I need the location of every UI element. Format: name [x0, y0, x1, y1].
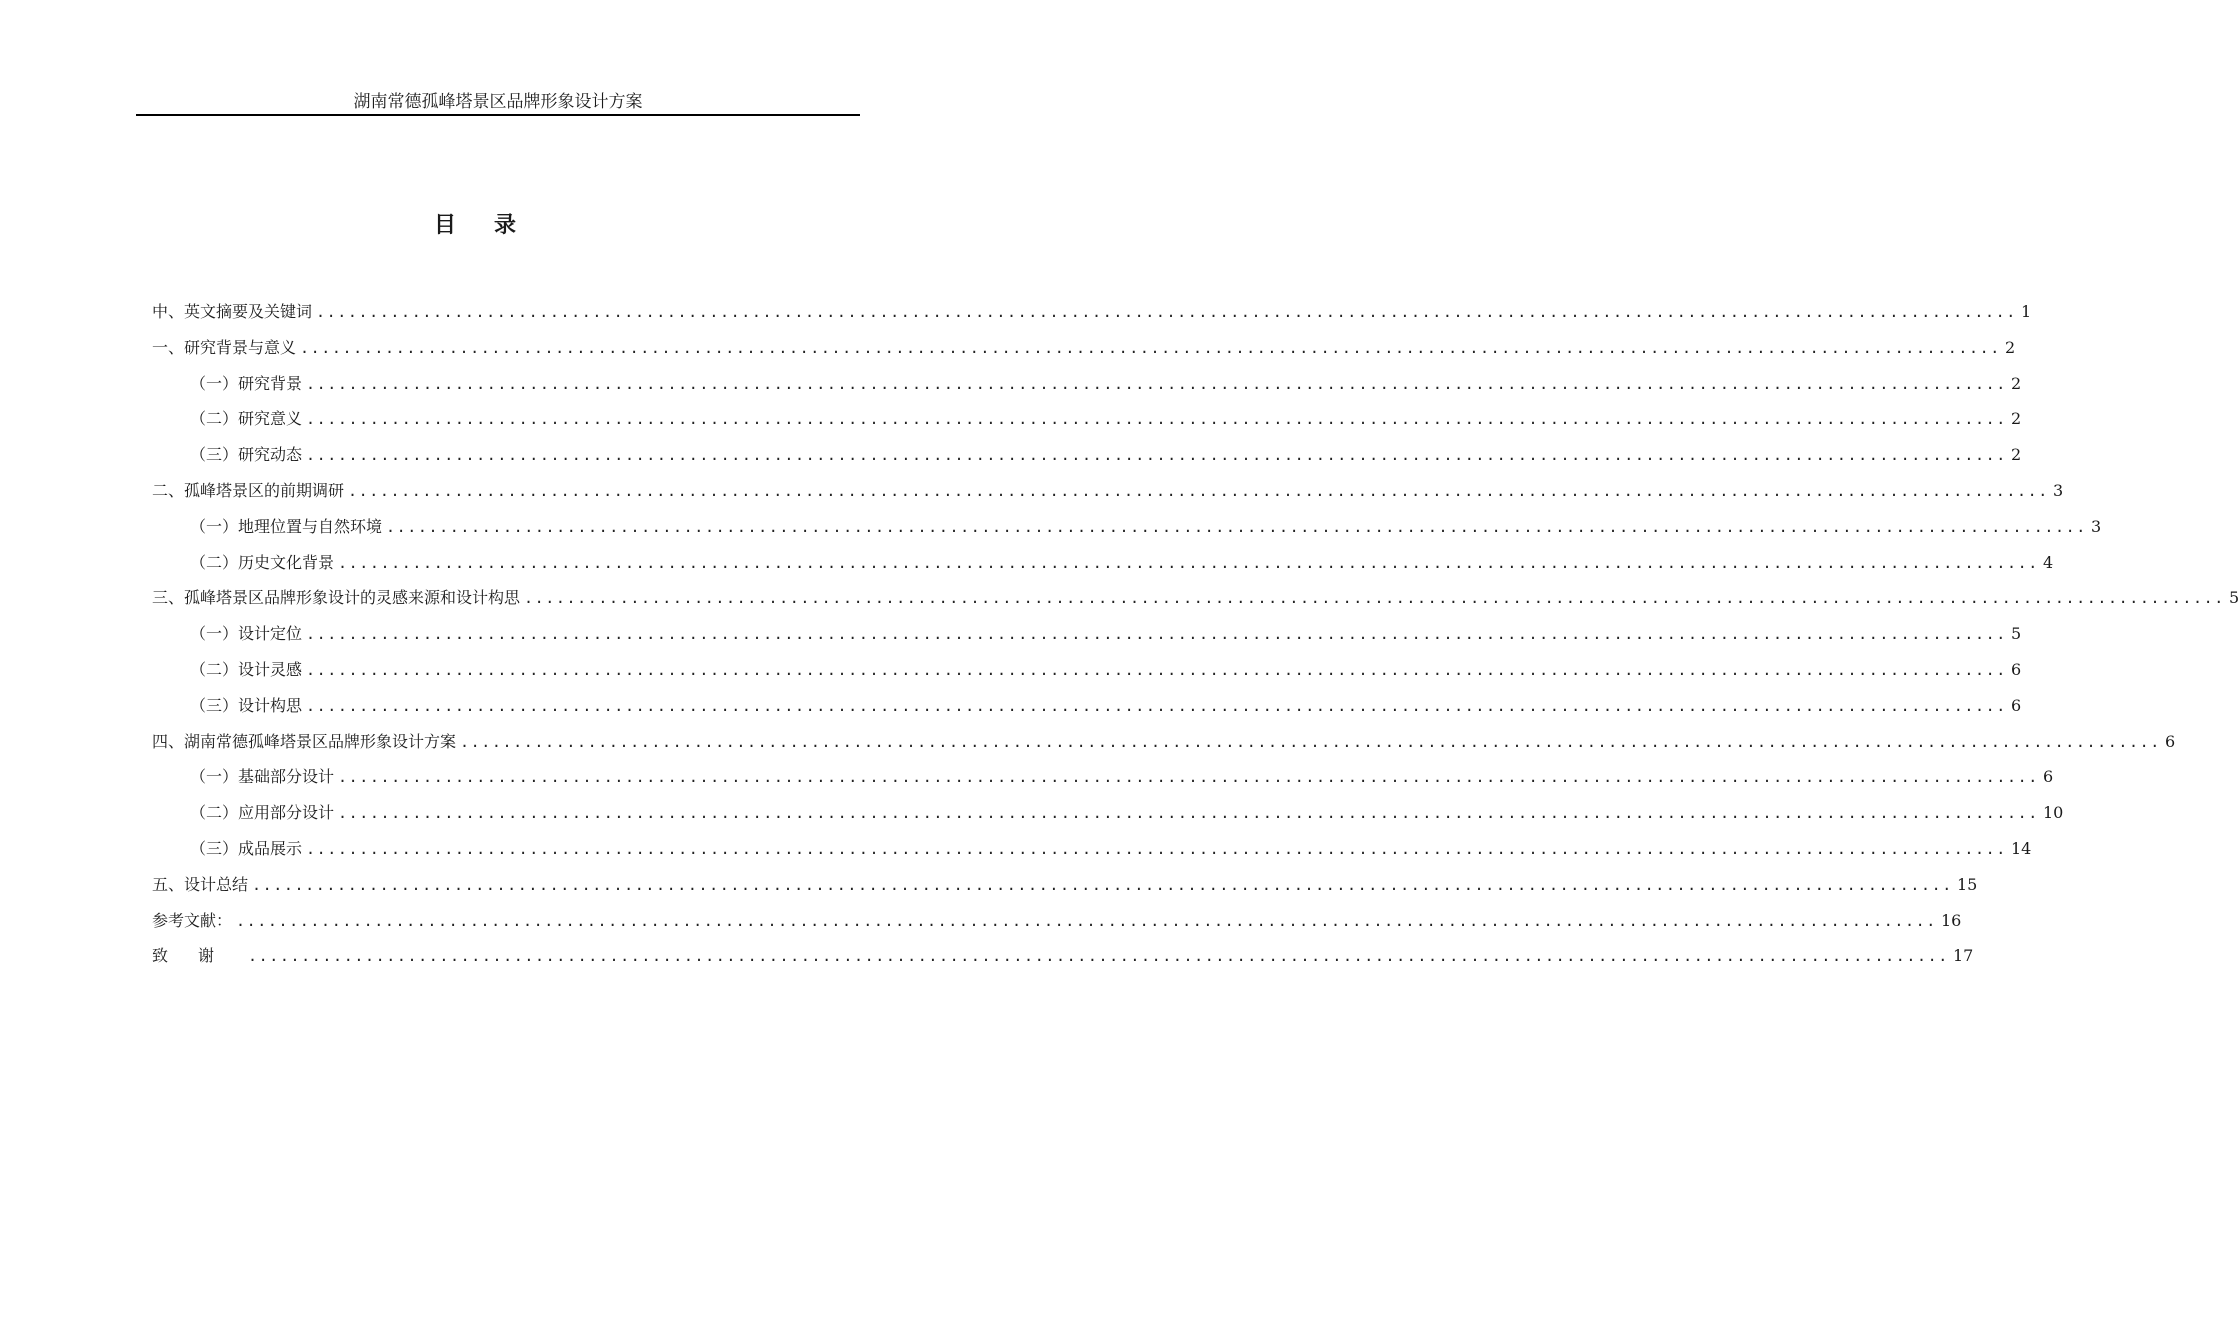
toc-entry-page-number: 2 — [2004, 337, 2016, 357]
toc-entry[interactable] — [152, 800, 2064, 836]
toc-dot-leader: ................................................................................................................................................................ — [306, 446, 2007, 465]
toc-entry[interactable] — [152, 371, 2022, 407]
toc-entry-label: （二）历史文化背景 — [190, 552, 335, 572]
toc-entry[interactable] — [152, 908, 1962, 944]
toc-entry[interactable] — [152, 550, 2054, 586]
header-title: 湖南常德孤峰塔景区品牌形象设计方案 — [353, 92, 643, 112]
toc-title: 目录 — [433, 213, 554, 238]
toc-entry-page-number: 6 — [2010, 695, 2022, 715]
toc-entry[interactable] — [152, 621, 2022, 657]
toc-entry-page-number: 17 — [1952, 946, 1974, 966]
toc-entry-label: （一）基础部分设计 — [190, 767, 335, 787]
toc-entry-page-number: 3 — [2090, 516, 2102, 536]
toc-entry-label: 三、孤峰塔景区品牌形象设计的灵感来源和设计构思 — [152, 588, 521, 608]
toc-entry-page-number: 5 — [2010, 624, 2022, 644]
toc-entry-label: （三）设计构思 — [190, 695, 303, 715]
toc-entry[interactable] — [152, 406, 2022, 442]
toc-dot-leader: ................................................................................................................................................................ — [338, 768, 2039, 787]
toc-entry-label: 四、湖南常德孤峰塔景区品牌形象设计方案 — [152, 731, 457, 751]
toc-dot-leader: ................................................................................................................................................................ — [306, 625, 2007, 644]
toc-entry-label: 致谢 — [152, 946, 245, 966]
toc-entry[interactable] — [152, 729, 2176, 765]
toc-entry[interactable] — [152, 872, 1978, 908]
toc-entry-label: 二、孤峰塔景区的前期调研 — [152, 480, 345, 500]
toc-entry-page-number: 10 — [2042, 803, 2064, 823]
toc-dot-leader: ................................................................................................................................................................ — [236, 911, 1937, 930]
toc-entry-label: （三）成品展示 — [190, 838, 303, 858]
toc-entry[interactable] — [152, 585, 2239, 621]
toc-entry-page-number: 6 — [2042, 767, 2054, 787]
toc-dot-leader: ................................................................................................................................................................ — [306, 374, 2007, 393]
table-of-contents — [152, 299, 2239, 979]
toc-entry[interactable] — [152, 335, 2016, 371]
toc-entry[interactable] — [152, 657, 2022, 693]
toc-entry[interactable] — [152, 943, 1974, 979]
toc-dot-leader: ................................................................................................................................................................ — [316, 303, 2017, 321]
toc-entry-page-number: 6 — [2164, 731, 2176, 751]
toc-entry-page-number: 6 — [2010, 659, 2022, 679]
toc-dot-leader: ................................................................................................................................................................ — [306, 410, 2007, 429]
toc-entry-label: （三）研究动态 — [190, 445, 303, 465]
running-header — [136, 90, 860, 116]
toc-entry-label: （一）研究背景 — [190, 373, 303, 393]
toc-entry[interactable] — [152, 299, 2032, 335]
toc-entry-page-number: 15 — [1956, 874, 1978, 894]
toc-dot-leader: ................................................................................................................................................................ — [348, 481, 2049, 500]
toc-entry-page-number: 16 — [1940, 910, 1962, 930]
toc-dot-leader: ................................................................................................................................................................ — [300, 338, 2001, 357]
toc-dot-leader: ................................................................................................................................................................ — [248, 947, 1949, 966]
toc-entry[interactable] — [152, 764, 2054, 800]
toc-dot-leader: ................................................................................................................................................................ — [338, 553, 2039, 572]
toc-entry-page-number: 2 — [2010, 445, 2022, 465]
toc-entry-label: 五、设计总结 — [152, 874, 249, 894]
toc-dot-leader: ................................................................................................................................................................ — [460, 732, 2161, 751]
toc-entry-label: （一）设计定位 — [190, 624, 303, 644]
toc-dot-leader: ................................................................................................................................................................ — [524, 589, 2225, 608]
toc-entry-page-number: 3 — [2052, 480, 2064, 500]
toc-entry[interactable] — [152, 693, 2022, 729]
toc-entry-page-number: 14 — [2010, 838, 2032, 858]
toc-entry[interactable] — [152, 442, 2022, 478]
toc-entry-page-number: 4 — [2042, 552, 2054, 572]
toc-entry-label: 一、研究背景与意义 — [152, 337, 297, 357]
toc-entry-label: （一）地理位置与自然环境 — [190, 516, 383, 536]
toc-entry-page-number: 1 — [2020, 302, 2032, 321]
toc-entry[interactable] — [152, 836, 2032, 872]
toc-entry[interactable] — [152, 514, 2102, 550]
toc-entry[interactable] — [152, 478, 2064, 514]
toc-entry-label: 中、英文摘要及关键词 — [152, 302, 313, 321]
toc-entry-page-number: 5 — [2228, 588, 2239, 608]
toc-entry-page-number: 2 — [2010, 409, 2022, 429]
toc-entry-label: （二）研究意义 — [190, 409, 303, 429]
toc-dot-leader: ................................................................................................................................................................ — [306, 839, 2007, 858]
toc-entry-page-number: 2 — [2010, 373, 2022, 393]
toc-dot-leader: ................................................................................................................................................................ — [338, 804, 2039, 823]
toc-dot-leader: ................................................................................................................................................................ — [306, 696, 2007, 715]
toc-dot-leader: ................................................................................................................................................................ — [306, 660, 2007, 679]
toc-dot-leader: ................................................................................................................................................................ — [252, 875, 1953, 894]
toc-entry-label: 参考文献： — [152, 910, 233, 930]
toc-entry-label: （二）应用部分设计 — [190, 803, 335, 823]
toc-dot-leader: ................................................................................................................................................................ — [386, 517, 2087, 536]
toc-entry-label: （二）设计灵感 — [190, 659, 303, 679]
